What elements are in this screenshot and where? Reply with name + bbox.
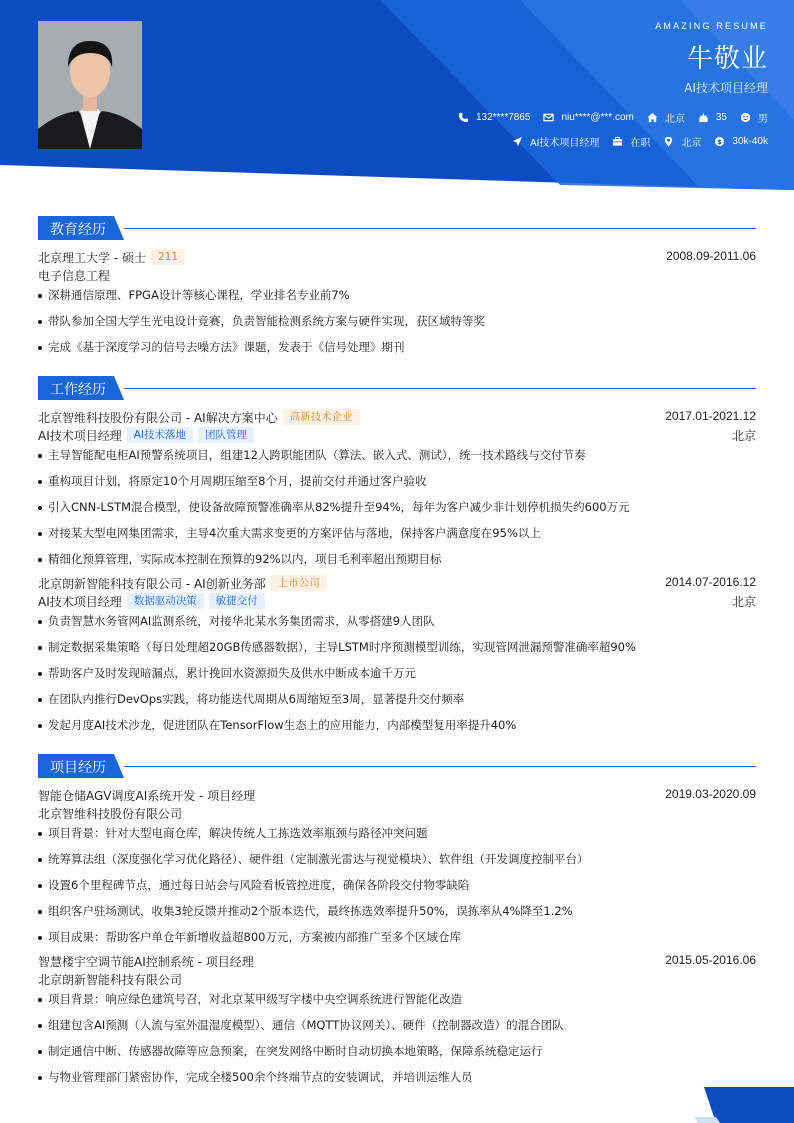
project-bullet: 组织客户驻场测试，收集3轮反馈并推动2个版本迭代，最终拣选效率提升50%，误拣率从4%降至1.2% [38,902,756,920]
salary-info [714,136,768,147]
age-info [698,112,727,123]
project-bullet: 与物业管理部门紧密协作，完成全楼500余个终端节点的安装调试，并培训运维人员 [38,1068,756,1086]
education-date: 2008.09-2011.06 [666,249,756,263]
age-text: 35 [715,112,727,123]
role-tag: AI技术落地 [127,427,193,443]
job-city: 北京 [731,429,756,443]
project-bullet: 项目背景：响应绿色建筑号召，对北京某甲级写字楼中央空调系统进行智能化改造 [38,990,756,1008]
job-role-row [38,592,756,610]
job-role-row [38,426,756,444]
intent-city-text: 北京 [681,138,702,149]
gender-text: 男 [758,114,768,125]
candidate-name: 牛敬业 [686,44,768,74]
hometown-text: 北京 [664,114,685,125]
job-bullet: 在团队内推行DevOps实践，将功能迭代周期从6周缩短至3周，显著提升交付频率 [38,690,756,708]
email-text: niu****@***.com [561,112,634,123]
role-tag: 敏捷交付 [209,593,265,609]
phone-text: 132****7865 [475,112,531,123]
job-entry-header [38,574,756,592]
contact-row [445,110,768,125]
project-company: 北京智维科技股份有限公司 [38,806,183,821]
company-name: 北京朗新智能科技有限公司 - AI创新业务部 [38,576,266,591]
education-section-header [38,216,756,240]
project-bullet: 组建包含AI预测（人流与室外温湿度模型）、通信（MQTT协议网关）、硬件（控制器改造）的混合团队 [38,1016,756,1034]
email-info [543,112,633,123]
resume-tagline: AMAZING RESUME [655,21,768,31]
project-title: 智慧楼宇空调节能AI控制系统 - 项目经理 [38,954,254,969]
intent-city-info [663,134,701,149]
phone-icon [458,112,469,123]
cake-icon [698,112,709,123]
education-bullet: 带队参加全国大学生光电设计竞赛，负责智能检测系统方案与硬件实现，获区域特等奖 [38,312,756,330]
mail-icon [543,112,554,123]
work-section-header [38,376,756,400]
project-company-row [38,970,756,988]
section-divider [124,766,756,767]
job-bullet: 对接某大型电网集团需求，主导4次重大需求变更的方案评估与落地，保持客户满意度在95%以上 [38,524,756,542]
project-section-header [38,754,756,778]
status-info [612,134,650,149]
education-bullet: 深耕通信原理、FPGA设计等核心课程，学业排名专业前7% [38,286,756,304]
education-heading: 教育经历 [50,222,106,238]
company-tag: 高新技术企业 [283,409,360,425]
section-divider [124,388,756,389]
school-tag: 211 [151,249,185,265]
project-title: 智能仓储AGV调度AI系统开发 - 项目经理 [38,788,256,803]
job-city: 北京 [731,595,756,609]
send-icon [512,136,523,147]
gender-icon [740,112,751,123]
education-bullet: 完成《基于深度学习的信号去噪方法》课题，发表于《信号处理》期刊 [38,338,756,356]
project-date: 2015.05-2016.06 [665,953,756,967]
project-bullet: 制定通信中断、传感器故障等应急预案，在突发网络中断时自动切换本地策略，保障系统稳定运行 [38,1042,756,1060]
job-bullet: 帮助客户及时发现暗漏点，累计挽回水资源损失及供水中断成本逾千万元 [38,664,756,682]
candidate-title: AI技术项目经理 [684,81,768,95]
education-entry-header [38,248,756,266]
intent-position-info [512,134,599,149]
job-bullet: 负责智慧水务管网AI监测系统，对接华北某水务集团需求，从零搭建9人团队 [38,612,756,630]
project-company-row [38,804,756,822]
location-pin-icon [663,136,674,147]
phone-info [458,112,531,123]
role-tag: 团队管理 [198,427,254,443]
company-name: 北京智维科技股份有限公司 - AI解决方案中心 [38,410,278,425]
salary-icon [714,136,725,147]
job-bullet: 发起月度AI技术沙龙，促进团队在TensorFlow生态上的应用能力，内部模型复用率提升40% [38,716,756,734]
job-bullet: 制定数据采集策略（每日处理超20GB传感器数据），主导LSTM时序预测模型训练，实现管网泄漏预警准确率超90% [38,638,756,656]
job-role: AI技术项目经理 [38,428,122,443]
corner-decoration [694,1087,794,1123]
company-tag: 上市公司 [271,575,327,591]
project-bullet: 统筹算法组（深度强化学习优化路径）、硬件组（定制激光雷达与视觉模块）、软件组（开发调度控制平台） [38,850,756,868]
project-bullet: 项目背景：针对大型电商仓库，解决传统人工拣选效率瓶颈与路径冲突问题 [38,824,756,842]
gender-info [740,110,768,125]
job-entry-header [38,408,756,426]
job-date: 2014.07-2016.12 [665,575,756,589]
job-bullet: 精细化预算管理，实际成本控制在预算的92%以内，项目毛利率超出预期目标 [38,550,756,568]
project-company: 北京朗新智能科技有限公司 [38,972,183,987]
hometown-info [647,110,685,125]
job-bullet: 引入CNN-LSTM混合模型，使设备故障预警准确率从82%提升至94%，每年为客户减少非计划停机损失约600万元 [38,498,756,516]
svg-text:$: $ [717,137,723,146]
education-major-row [38,266,756,284]
job-bullet: 主导智能配电柜AI预警系统项目，组建12人跨职能团队（算法、嵌入式、测试），统一技术路线与交付节奏 [38,446,756,464]
major-name: 电子信息工程 [38,268,111,283]
school-name: 北京理工大学 - 硕士 [38,250,146,265]
salary-text: 30k-40k [732,136,768,147]
section-divider [124,228,756,229]
job-date: 2017.01-2021.12 [665,409,756,423]
intent-position-text: AI技术项目经理 [529,138,600,149]
project-bullet: 项目成果：帮助客户单仓年新增收益超800万元，方案被内部推广至多个区域仓库 [38,928,756,946]
profile-photo [38,21,142,149]
status-text: 在职 [630,138,651,149]
job-bullet: 重构项目计划，将原定10个月周期压缩至8个月，提前交付并通过客户验收 [38,472,756,490]
job-role: AI技术项目经理 [38,594,122,609]
project-heading: 项目经历 [50,760,106,776]
project-bullet: 设置6个里程碑节点，通过每日站会与风险看板管控进度，确保各阶段交付物零缺陷 [38,876,756,894]
briefcase-icon [612,136,623,147]
home-icon [647,112,658,123]
job-intent-row [499,134,768,149]
work-heading: 工作经历 [50,382,106,398]
role-tag: 数据驱动决策 [127,593,204,609]
project-entry-header [38,952,756,970]
project-entry-header [38,786,756,804]
project-date: 2019.03-2020.09 [665,787,756,801]
